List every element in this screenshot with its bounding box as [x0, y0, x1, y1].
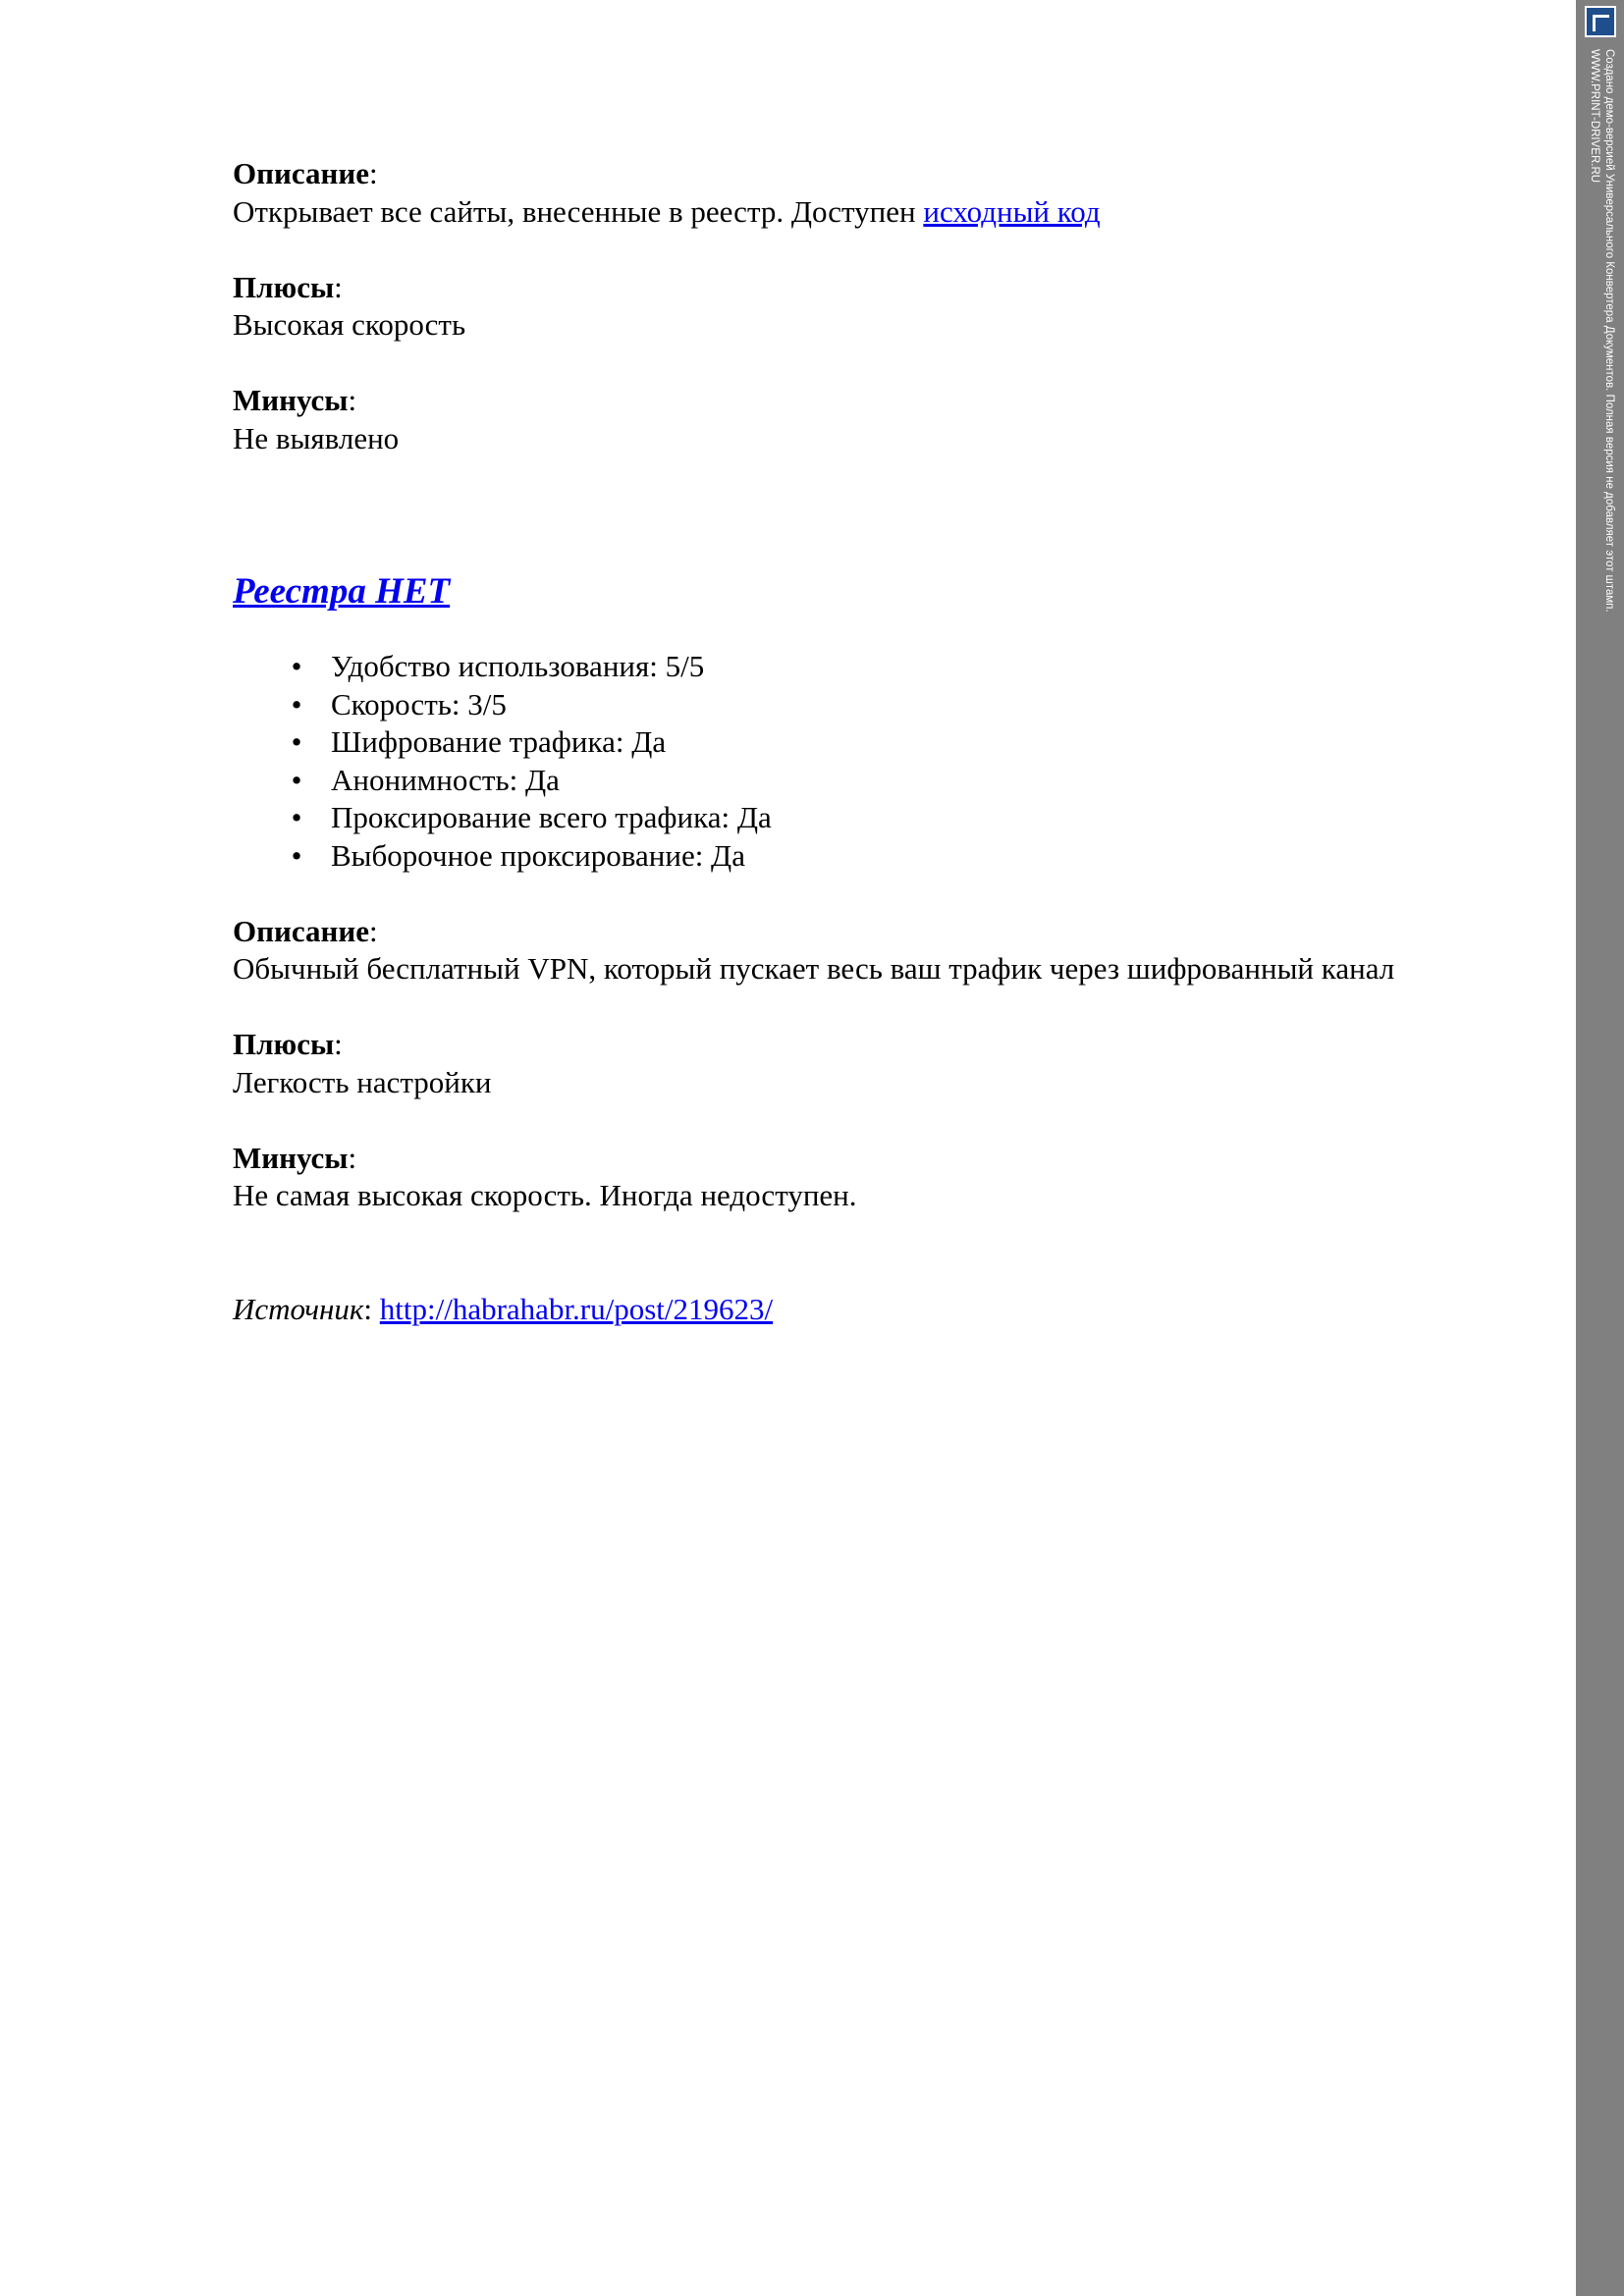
converter-logo-icon — [1585, 6, 1616, 37]
description-text-2: Обычный бесплатный VPN, который пускает весь ваш трафик через шифрованный канал — [233, 951, 1395, 986]
pros-text-1: Высокая скорость — [233, 307, 466, 342]
cons-text-2: Не самая высокая скорость. Иногда недоступен. — [233, 1178, 857, 1212]
section-heading-link[interactable]: Реестра НЕТ — [233, 571, 451, 612]
source-link[interactable]: http://habrahabr.ru/post/219623/ — [379, 1291, 774, 1326]
cons-label-1: Минусы: — [233, 383, 357, 417]
description-label-1: Описание: — [233, 156, 378, 190]
bullet-icon: • — [291, 649, 302, 683]
document-body — [233, 155, 1558, 1328]
pros-label-1: Плюсы: — [233, 269, 343, 304]
watermark-line-2: WWW.PRINT-DRIVER.RU — [1589, 49, 1600, 184]
watermark-line-1: Создано демо-версией Универсального Конвертера Документов. Полная версия не добавляет этот штамп. — [1603, 49, 1615, 613]
watermark-text — [1587, 49, 1616, 613]
bullet-icon: • — [291, 762, 302, 797]
list-item: • Скорость: 3/5 — [233, 686, 1558, 724]
pros-label-2: Плюсы: — [233, 1027, 343, 1061]
list-item: • Шифрование трафика: Да — [233, 723, 1558, 762]
feature-list — [233, 648, 1558, 875]
description-text-1: Открывает все сайты, внесенные в реестр. Доступен исходный код — [233, 193, 1101, 229]
bullet-icon: • — [291, 837, 302, 873]
source-code-link[interactable]: исходный код — [923, 193, 1101, 229]
cons-label-2: Минусы: — [233, 1140, 357, 1175]
description-label-2: Описание: — [233, 913, 378, 948]
list-item: • Анонимность: Да — [233, 762, 1558, 800]
list-item: • Выборочное проксирование: Да — [233, 837, 1558, 876]
pros-text-2: Легкость настройки — [233, 1064, 492, 1099]
cons-text-1: Не выявлено — [233, 420, 400, 455]
bullet-icon: • — [291, 800, 302, 834]
bullet-icon: • — [291, 724, 302, 759]
bullet-icon: • — [291, 686, 302, 721]
section-heading[interactable] — [233, 570, 1558, 614]
source-line: Источник: http://habrahabr.ru/post/219623/ — [233, 1291, 774, 1326]
list-item: • Удобство использования: 5/5 — [233, 648, 1558, 686]
list-item: • Проксирование всего трафика: Да — [233, 799, 1558, 837]
